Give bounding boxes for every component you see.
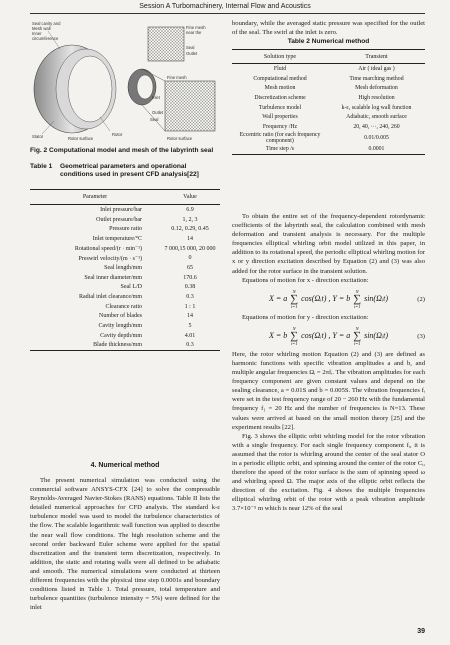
- sum-symbol: ∑: [290, 329, 299, 342]
- fig-label: Inner: [32, 31, 42, 36]
- column-header: Transient: [328, 50, 425, 64]
- table-row: [232, 83, 425, 93]
- table-cell: 7 000,15 000, 20 000: [164, 245, 216, 252]
- table-cell: 5: [188, 323, 192, 330]
- fig-label: Mesh wall: [32, 26, 51, 31]
- sum-upper: N: [355, 288, 359, 294]
- table1-label: Table 1: [30, 163, 53, 170]
- fig-label: Seal cavity and: [32, 21, 61, 26]
- equation-number: (2): [417, 295, 425, 303]
- table-row: [232, 132, 425, 144]
- fig-label: Rotor surface: [167, 136, 193, 141]
- table-row: [30, 234, 220, 244]
- seal-mesh-figure: [30, 19, 220, 142]
- table-row: [30, 283, 220, 293]
- table-cell: Seal length/mm: [104, 264, 142, 271]
- table-cell: Adiabatic, smooth surface: [346, 114, 407, 121]
- table-cell: Fluid: [273, 65, 287, 72]
- fig-label: Rotor surface: [68, 136, 94, 141]
- left-column-text: [30, 476, 220, 612]
- equation-term: X = a: [268, 293, 288, 303]
- sum-symbol: ∑: [353, 292, 362, 305]
- table-cell: Blade thickness/mm: [93, 342, 142, 349]
- equation-intro: Equations of motion for x - direction excitation:: [242, 276, 369, 284]
- summation: [290, 326, 298, 346]
- fig-label: Rotor: [112, 132, 123, 137]
- figure-caption: Fig. 2 Computational model and mesh of the labyrinth seal: [30, 147, 214, 154]
- table-row: [30, 224, 220, 234]
- table-row: [30, 321, 220, 331]
- table-cell: 0.0001: [368, 145, 385, 152]
- fig-label: Seal: [150, 117, 159, 122]
- table-cell: Eccentric ratio (for each frequency component): [239, 131, 321, 144]
- fig-label: Stator: [32, 134, 44, 139]
- table-row: [30, 341, 220, 351]
- fig-label: Seal: [186, 45, 195, 50]
- table-row: [30, 312, 220, 322]
- paragraph: To obtain the entire set of the frequency-dependent rotordynamic coefficients of the labyrinth seal, the calculation combined with mesh deformation and transient analysis is necessary. For the multiple frequencies elliptical whirling orbit model utilized in this paper, in addition to its rotational speed, the periodic elliptical whirling motion for x or y direction excitation described by Equation (2) and (3) was also added for the rotor surface in the transient solution.: [232, 213, 425, 275]
- equation-term: cos(Ωᵢt) , Y = b: [301, 293, 351, 303]
- sum-lower: i=1: [290, 303, 298, 309]
- table-cell: 6.9: [186, 206, 194, 213]
- table-cell: Number of blades: [99, 313, 142, 320]
- table-row: [232, 103, 425, 113]
- table-cell: Preswirl velocity/(m · s⁻¹): [78, 255, 142, 262]
- fig-label: Outlet: [152, 110, 164, 115]
- table-cell: Mesh deformation: [355, 85, 398, 92]
- table-cell: 0.38: [184, 284, 196, 291]
- summation: [353, 326, 361, 346]
- table-row: [30, 292, 220, 302]
- table-cell: 0.3: [186, 342, 194, 349]
- table-cell: 4.01: [184, 332, 196, 339]
- table-row: [232, 122, 425, 132]
- table-cell: Clearance ratio: [105, 303, 142, 310]
- table2-caption: Table 2 Numerical method: [287, 38, 370, 45]
- table-row: [30, 273, 220, 283]
- table-row: [30, 244, 220, 254]
- paragraph: Here, the rotor whirling motion Equation (2) and (3) are defined as harmonic functions with specific vibration amplitudes a and b, and multiple angular frequencies Ωᵢ = 2πfᵢ. The vibration amplitudes for each frequency component are given constant values and depend on the sealing clearance, a = 0.01S and b = 0.005S. The vibration frequencies fᵢ were set in the test frequency range of 20 − 260 Hz with the fundamental frequency f₁ = 20 Hz and the number of frequencies is N=13. These values were arrived at based on the small motion theory [25] and the experiment results [22].: [232, 350, 425, 431]
- table-cell: Computational method: [253, 75, 307, 82]
- table-cell: 0.01/0.005: [364, 134, 389, 141]
- table-cell: Inlet temperature/°C: [92, 235, 142, 242]
- equation-term: X = b: [268, 330, 288, 340]
- fig-label: Outlet: [186, 51, 198, 56]
- fig-label: Fine mesh: [167, 75, 187, 80]
- table-cell: Time marching method: [349, 75, 404, 82]
- table2: [232, 49, 425, 155]
- table-cell: 20, 40, ···, 240, 260: [353, 123, 400, 130]
- table-row: [30, 331, 220, 341]
- table-cell: 65: [187, 264, 193, 271]
- table-cell: Seal L/D: [120, 284, 142, 291]
- table-row: [30, 263, 220, 273]
- table-row: [232, 93, 425, 103]
- table-header-row: [232, 50, 425, 64]
- table-row: [232, 112, 425, 122]
- equation-3: [232, 326, 425, 346]
- table1-caption: [30, 163, 220, 180]
- table-cell: Frequency /Hz: [262, 123, 298, 130]
- paragraph: boundary, while the averaged static pressure was specified for the outlet of the seal. The swirl at the inlet is zero.: [232, 20, 425, 37]
- table1-title: Geometrical parameters and operational conditions used in present CFD analysis[22]: [60, 163, 199, 179]
- table-cell: Air ( ideal gas ): [358, 65, 395, 72]
- fig-label: Fine mesh: [186, 25, 206, 30]
- table-cell: Cavity length/mm: [98, 323, 142, 330]
- table-cell: 14: [187, 313, 193, 320]
- summation: [353, 289, 361, 309]
- paragraph: Fig. 3 shows the elliptic orbit whirling model for the rotor vibration with a single frequency. For each single frequency component fᵢ, it is assumed that the rotor is whirling around the center of the seal stator O in a periodic elliptic orbit, and spinning around the center of the rotor Cᵢ, therefore the speed of the rotor surface is the sum of spinning speed ω and whirling speed Ω. The major axis of the elliptic orbit reflects the direction of the excitation. Fig. 4 shows the multiple frequencies elliptical whirling orbit of the rotor with a peak vibration amplitude 3.7×10⁻⁵ m which is near 12% of the seal: [232, 432, 425, 513]
- table-header-row: [30, 190, 220, 205]
- column-header: Parameter: [30, 190, 160, 205]
- table-row: [232, 144, 425, 154]
- equation-2: [232, 289, 425, 309]
- equation-term: sin(Ωᵢt): [364, 293, 389, 303]
- table-cell: Cavity depth/mm: [100, 332, 142, 339]
- table-cell: Radial inlet clearance/mm: [79, 294, 142, 301]
- table-cell: Seal inner diameter/mm: [84, 274, 142, 281]
- table-cell: 0.3: [186, 294, 194, 301]
- sum-lower: i=1: [290, 340, 298, 346]
- section-heading: 4. Numerical method: [90, 462, 160, 469]
- table-row: [30, 205, 220, 215]
- right-column-top: [232, 19, 425, 37]
- header-rule: [30, 13, 425, 14]
- summation: [290, 289, 298, 309]
- table-cell: High resolution: [358, 94, 395, 101]
- equation-term: cos(Ωᵢt) , Y = a: [301, 330, 351, 340]
- table1: [30, 189, 220, 351]
- sum-upper: N: [292, 325, 296, 331]
- sum-lower: i=1: [353, 340, 361, 346]
- fig-label: circumference: [32, 36, 59, 41]
- running-header: Session A Turbomachinery, Internal Flow and Acoustics: [139, 3, 311, 10]
- table-cell: Wall properties: [262, 114, 298, 121]
- table-row: [232, 74, 425, 84]
- equation-number: (3): [417, 332, 425, 340]
- table-cell: Discretization scheme: [254, 94, 306, 101]
- table-cell: 1 : 1: [184, 303, 196, 310]
- equation-term: sin(Ωᵢt): [364, 330, 389, 340]
- table-row: [30, 215, 220, 225]
- table-cell: 0.12, 0.29, 0.45: [171, 226, 209, 233]
- sum-symbol: ∑: [290, 292, 299, 305]
- table-cell: Time step /s: [265, 145, 295, 152]
- sum-upper: N: [355, 325, 359, 331]
- table-row: [30, 302, 220, 312]
- table-cell: 170.6: [183, 274, 197, 281]
- paragraph: The present numerical simulation was conducted using the commercial software ANSYS-CFX [24] to solve the compressible Reynolds-Averaged Navier-Stokes (RANS) equations. Table II lists the detailed numerical approaches for CFD analysis. The standard k-ε turbulence model was used to model the turbulence characteristics of the flow. The scalable logarithmic wall function was applied to describe the near wall flow conditions. The high resolution scheme and the second order backward Euler scheme were applied for the spatial discretization and the transient term discretization, respectively. In addition, the static and rotating walls were all defined to be adiabatic and smooth. The numerical simulations were conducted at thirteen different frequencies with the physical time step 0.0001s and boundary conditions listed in Table 1. Total pressure, total temperature and turbulence quantities (turbulence intensity = 5%) were defined for the inlet: [30, 477, 220, 612]
- fig-label: near the: [186, 30, 202, 35]
- column-header: Value: [160, 190, 220, 205]
- page-number: 39: [417, 628, 425, 635]
- right-column-text: [232, 212, 425, 514]
- table-cell: Mesh motion: [264, 85, 296, 92]
- fig-label: Inlet: [152, 95, 160, 100]
- table-row: [30, 253, 220, 263]
- table-row: [232, 64, 425, 74]
- sum-upper: N: [292, 288, 296, 294]
- table-cell: 0: [188, 255, 192, 262]
- table-cell: Outlet pressure/bar: [96, 216, 142, 223]
- equation-intro: Equations of motion for y - direction excitation:: [242, 313, 369, 321]
- sum-symbol: ∑: [353, 329, 362, 342]
- sum-lower: i=1: [353, 303, 361, 309]
- table-cell: 14: [187, 235, 193, 242]
- table-cell: Rotational speed/(r · min⁻¹): [74, 246, 142, 253]
- table-cell: k-ε, scalable log wall function: [341, 104, 412, 111]
- table-cell: Inlet pressure/bar: [100, 206, 142, 213]
- table-cell: 1, 2, 3: [182, 216, 198, 223]
- table-cell: Pressure ratio: [109, 226, 142, 233]
- table-cell: Turbulence model: [258, 104, 302, 111]
- column-header: Solution type: [232, 50, 328, 64]
